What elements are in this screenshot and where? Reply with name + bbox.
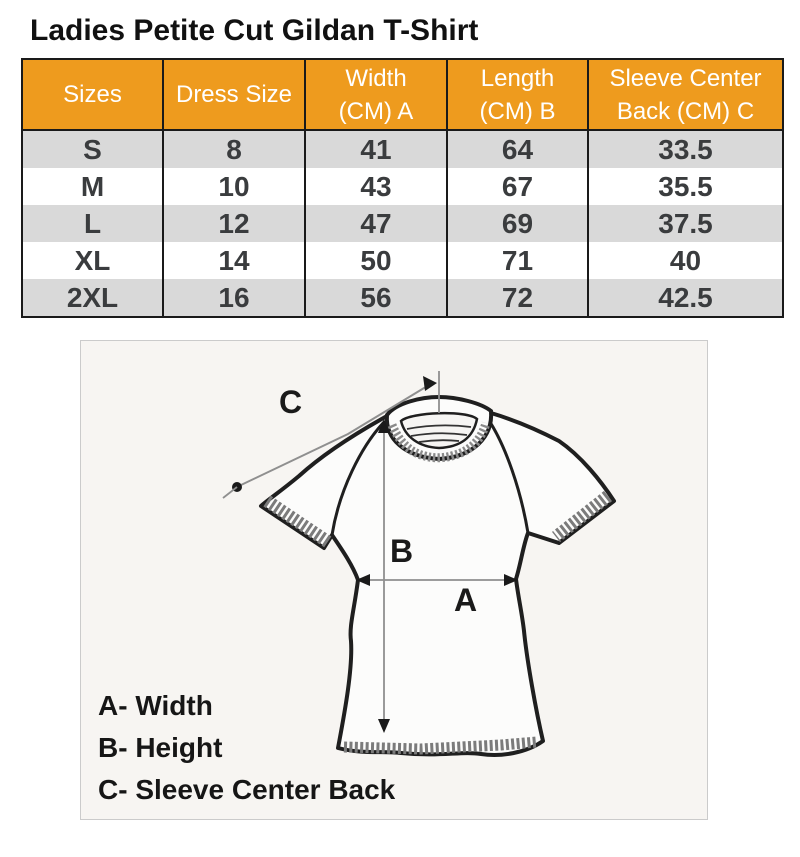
cell-sleeve-center-back: 33.5 bbox=[588, 130, 783, 168]
cell-length: 69 bbox=[447, 205, 588, 242]
cell-size: XL bbox=[74, 245, 111, 276]
cell-dress-size: 8 bbox=[163, 130, 305, 168]
legend-line-height: B- Height bbox=[98, 732, 223, 763]
cell-width: 56 bbox=[305, 279, 447, 317]
cell-dress-size: 12 bbox=[163, 205, 305, 242]
cell-length: 71 bbox=[447, 242, 588, 279]
legend-line-width: A- Width bbox=[98, 690, 213, 721]
cell-size: 2XL bbox=[66, 282, 119, 313]
cell-sleeve-center-back: 35.5 bbox=[588, 168, 783, 205]
page-title: Ladies Petite Cut Gildan T-Shirt bbox=[30, 14, 479, 47]
cell-dress-size: 16 bbox=[163, 279, 305, 317]
header-cell-length: Length (CM) B bbox=[447, 59, 588, 130]
header-cell-dress-size: Dress Size bbox=[163, 59, 305, 130]
table-row-l bbox=[22, 205, 783, 242]
cell-sleeve-center-back: 40 bbox=[588, 242, 783, 279]
table-row-xl bbox=[22, 242, 783, 279]
cell-size: M bbox=[80, 171, 105, 202]
measurement-diagram-box bbox=[80, 340, 708, 820]
cell-width: 43 bbox=[305, 168, 447, 205]
header-cell-width: Width (CM) A bbox=[305, 59, 447, 130]
cell-dress-size: 10 bbox=[163, 168, 305, 205]
table-header-row bbox=[22, 59, 783, 130]
cell-width: 47 bbox=[305, 205, 447, 242]
arrowhead-c-top bbox=[423, 376, 437, 391]
legend-line-sleeve-center-back: C- Sleeve Center Back bbox=[98, 774, 396, 805]
diagram-legend bbox=[98, 685, 395, 811]
label-a: A bbox=[454, 582, 478, 618]
measure-line-c-tail bbox=[223, 487, 237, 498]
label-c: C bbox=[279, 384, 303, 420]
cell-dress-size: 14 bbox=[163, 242, 305, 279]
cell-width: 41 bbox=[305, 130, 447, 168]
size-chart-table bbox=[21, 58, 784, 318]
table-row-s bbox=[22, 130, 783, 168]
cell-size: L bbox=[83, 208, 102, 239]
cell-length: 72 bbox=[447, 279, 588, 317]
cell-size: S bbox=[83, 134, 102, 165]
cell-sleeve-center-back: 37.5 bbox=[588, 205, 783, 242]
cell-length: 67 bbox=[447, 168, 588, 205]
table-row-2xl bbox=[22, 279, 783, 317]
table-row-m bbox=[22, 168, 783, 205]
cell-width: 50 bbox=[305, 242, 447, 279]
header-cell-sizes: Sizes bbox=[22, 59, 163, 130]
cell-length: 64 bbox=[447, 130, 588, 168]
label-b: B bbox=[390, 533, 414, 569]
header-cell-sleeve-center-back: Sleeve Center Back (CM) C bbox=[588, 59, 783, 130]
cell-sleeve-center-back: 42.5 bbox=[588, 279, 783, 317]
